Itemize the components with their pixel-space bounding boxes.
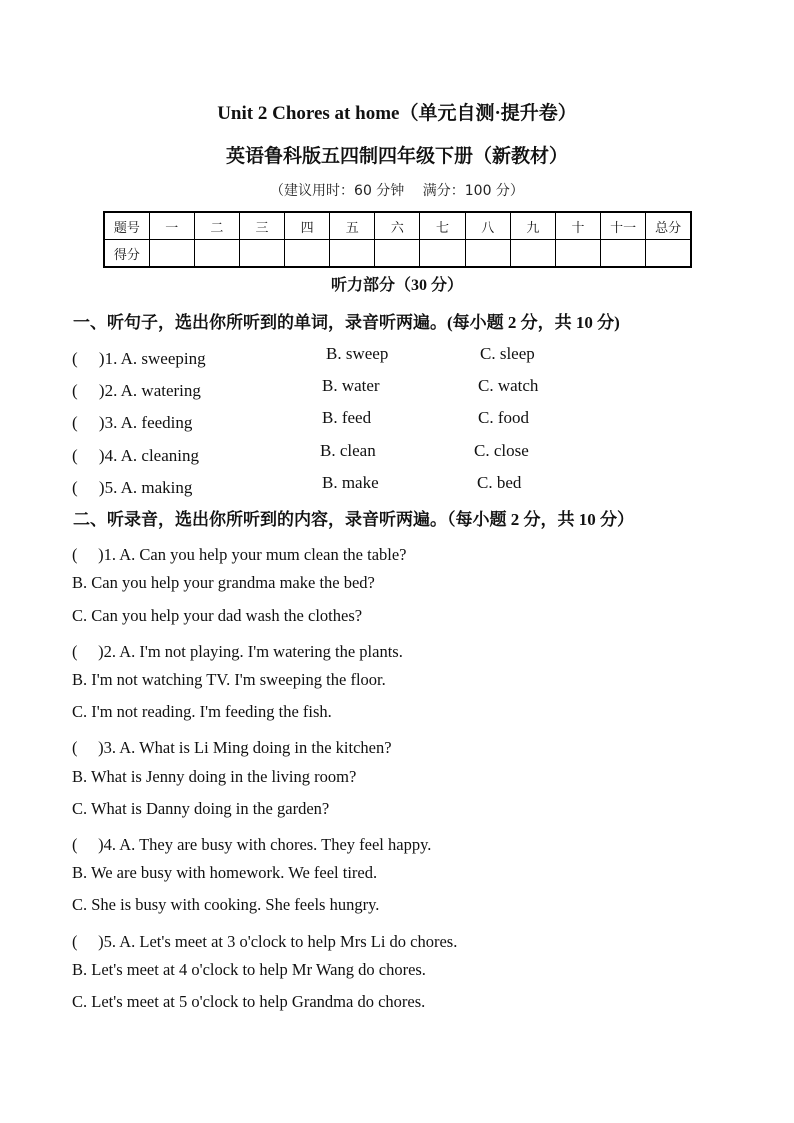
question-2-option-b[interactable]: B. water <box>322 376 380 395</box>
score-table-header-cell: 九 <box>510 212 555 240</box>
question-5-option-c[interactable]: C. bed <box>477 473 522 492</box>
section2-line[interactable]: B. Let's meet at 4 o'clock to help Mr Wang do chores. <box>72 960 426 979</box>
score-table-header-cell: 四 <box>285 212 330 240</box>
score-table-header-row <box>104 212 691 240</box>
score-table-header-cell: 三 <box>239 212 284 240</box>
question-3-option-c[interactable]: C. food <box>478 408 529 427</box>
section2-line[interactable]: C. What is Danny doing in the garden? <box>72 799 330 818</box>
score-input-cell[interactable] <box>420 240 465 268</box>
question-3-option-b[interactable]: B. feed <box>322 408 372 427</box>
question-1-option-b[interactable]: B. sweep <box>326 344 389 363</box>
score-input-cell[interactable] <box>149 240 194 268</box>
question-1-option-c[interactable]: C. sleep <box>480 344 535 363</box>
score-table-header-cell: 一 <box>149 212 194 240</box>
score-table-header-cell: 十一 <box>601 212 646 240</box>
score-table-header-cell: 总分 <box>646 212 691 240</box>
score-table-header-cell: 八 <box>465 212 510 240</box>
section2-line[interactable]: C. Can you help your dad wash the clothes? <box>72 606 363 625</box>
score-input-cell[interactable] <box>330 240 375 268</box>
score-table-header-cell: 题号 <box>104 212 149 240</box>
score-table-header-cell: 六 <box>375 212 420 240</box>
score-input-cell[interactable] <box>375 240 420 268</box>
section2-line[interactable]: B. Can you help your grandma make the bed? <box>72 573 375 592</box>
score-table-header-cell: 二 <box>194 212 239 240</box>
score-input-cell[interactable] <box>646 240 691 268</box>
question-5-option-a[interactable]: ( )5. A. making <box>72 478 193 497</box>
question-4-option-c[interactable]: C. close <box>474 441 529 460</box>
score-input-cell[interactable] <box>194 240 239 268</box>
score-row-label: 得分 <box>104 240 149 268</box>
score-input-cell[interactable] <box>510 240 555 268</box>
section2-heading: 二、听录音，选出你所听到的内容，录音听两遍。（每小题 2 分，共 10 分） <box>73 510 634 529</box>
score-table-header-cell: 五 <box>330 212 375 240</box>
section2-line[interactable]: B. We are busy with homework. We feel tired. <box>72 863 378 882</box>
score-input-cell[interactable] <box>239 240 284 268</box>
section2-line[interactable]: ( )5. A. Let's meet at 3 o'clock to help Mrs Li do chores. <box>72 932 458 951</box>
score-table-header-cell: 十 <box>555 212 600 240</box>
question-1-option-a[interactable]: ( )1. A. sweeping <box>72 349 206 368</box>
section2-line[interactable]: ( )1. A. Can you help your mum clean the table? <box>72 545 407 564</box>
listening-part-heading: 听力部分（30 分） <box>330 277 463 294</box>
question-4-option-b[interactable]: B. clean <box>320 441 376 460</box>
section2-line[interactable]: B. What is Jenny doing in the living room? <box>72 767 357 786</box>
section2-line[interactable]: ( )2. A. I'm not playing. I'm watering the plants. <box>72 642 403 661</box>
section2-line[interactable]: C. Let's meet at 5 o'clock to help Grandma do chores. <box>72 992 426 1011</box>
score-input-cell[interactable] <box>555 240 600 268</box>
document-title: Unit 2 Chores at home（单元自测·提升卷） <box>217 103 577 124</box>
score-table-score-row <box>104 240 691 268</box>
score-table-header-cell: 七 <box>420 212 465 240</box>
question-3-option-a[interactable]: ( )3. A. feeding <box>72 413 193 432</box>
document-subtitle: 英语鲁科版五四制四年级下册（新教材） <box>225 146 568 167</box>
score-input-cell[interactable] <box>601 240 646 268</box>
time-score-note: （建议用时：60 分钟 满分：100 分） <box>270 183 524 199</box>
section2-line[interactable]: C. I'm not reading. I'm feeding the fish. <box>72 702 332 721</box>
section2-line[interactable]: C. She is busy with cooking. She feels hungry. <box>72 895 380 914</box>
score-input-cell[interactable] <box>285 240 330 268</box>
score-table <box>103 211 692 268</box>
question-2-option-c[interactable]: C. watch <box>478 376 539 395</box>
section2-line[interactable]: ( )3. A. What is Li Ming doing in the kitchen? <box>72 738 392 757</box>
score-input-cell[interactable] <box>465 240 510 268</box>
section2-line[interactable]: B. I'm not watching TV. I'm sweeping the floor. <box>72 670 386 689</box>
section2-line[interactable]: ( )4. A. They are busy with chores. They feel happy. <box>72 835 432 854</box>
question-5-option-b[interactable]: B. make <box>322 473 379 492</box>
section1-heading: 一、听句子，选出你所听到的单词，录音听两遍。(每小题 2 分，共 10 分) <box>73 313 620 332</box>
question-2-option-a[interactable]: ( )2. A. watering <box>72 381 201 400</box>
question-4-option-a[interactable]: ( )4. A. cleaning <box>72 446 199 465</box>
